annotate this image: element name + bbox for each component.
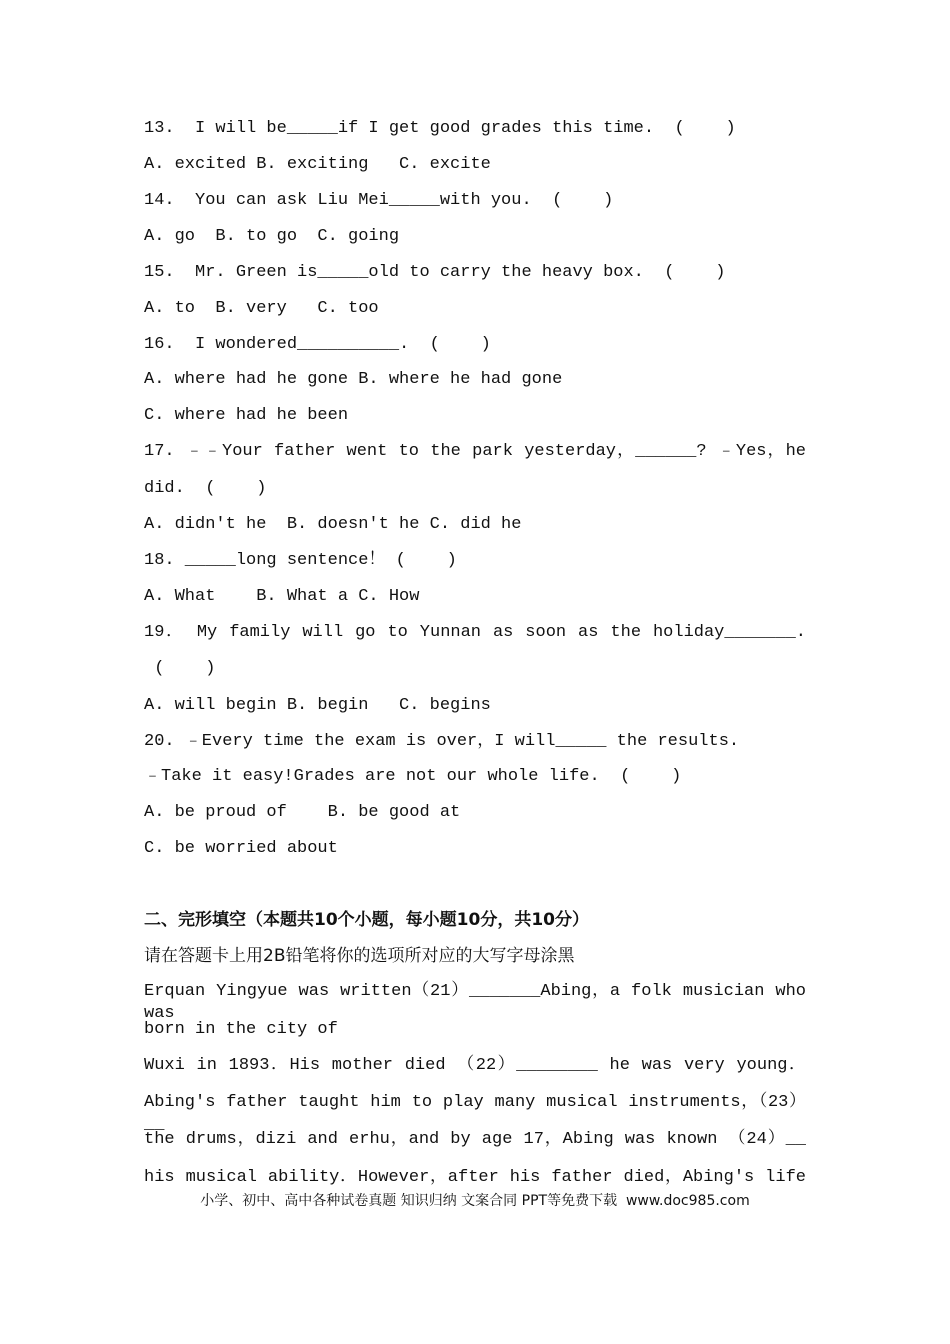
passage-line-4: Abing's father taught him to play many musical instruments，（23）__ (144, 1093, 806, 1134)
passage-line-6: his musical ability．However，after his father died，Abing's life (144, 1168, 806, 1187)
question-20-stem-2: ﹣Take it easy!Grades are not our whole life. ( ) (144, 767, 682, 786)
question-16-stem: 16. I wondered__________. ( ) (144, 335, 491, 354)
page-footer: 小学、初中、高中各种试卷真题 知识归纳 文案合同 PPT等免费下载 www.doc985.com (200, 1193, 750, 1209)
question-19-stem-2: ( ) (144, 659, 216, 678)
question-17-stem-2: did. ( ) (144, 479, 267, 498)
question-17-options: A. didn't he B. doesn't he C. did he (144, 515, 522, 534)
passage-line-3: Wuxi in 1893．His mother died （22）________ he was very young． (144, 1056, 806, 1075)
question-20-stem: 20. ﹣Every time the exam is over，I will_____ the results. (144, 732, 740, 751)
question-15-options: A. to B. very C. too (144, 299, 379, 318)
passage-line-2: born in the city of (144, 1020, 338, 1039)
question-14-options: A. go B. to go C. going (144, 227, 400, 246)
section-2-heading: 二、完形填空（本题共10个小题，每小题10分，共10分） (144, 910, 589, 930)
question-13-options: A. excited B. exciting C. excite (144, 155, 491, 174)
question-20-options: A. be proud of B. be good at (144, 803, 461, 822)
question-15-stem: 15. Mr. Green is_____old to carry the heavy box. ( ) (144, 263, 726, 282)
question-18-options: A. What B. What a C. How (144, 587, 420, 606)
question-17-stem: 17. ﹣﹣Your father went to the park yesterday，______? ﹣Yes，he (144, 442, 806, 461)
question-19-stem: 19． My family will go to Yunnan as soon as the holiday_______. (144, 623, 806, 642)
question-16-options-2: C. where had he been (144, 406, 349, 425)
passage-line-5: the drums，dizi and erhu，and by age 17，Abing was known （24）__ (144, 1130, 806, 1149)
question-20-options-2: C. be worried about (144, 839, 338, 858)
passage-line-1: Erquan Yingyue was written（21）_______Abing，a folk musician who was (144, 982, 806, 1023)
question-19-options: A. will begin B. begin C. begins (144, 696, 491, 715)
section-2-instruction: 请在答题卡上用2B铅笔将你的选项所对应的大写字母涂黑 (144, 946, 575, 966)
question-16-options: A. where had he gone B. where he had gone (144, 370, 563, 389)
question-14-stem: 14. You can ask Liu Mei_____with you. ( ) (144, 191, 614, 210)
question-18-stem: 18. _____long sentence！ ( ) (144, 551, 457, 570)
question-13-stem: 13. I will be_____if I get good grades this time. ( ) (144, 119, 736, 138)
